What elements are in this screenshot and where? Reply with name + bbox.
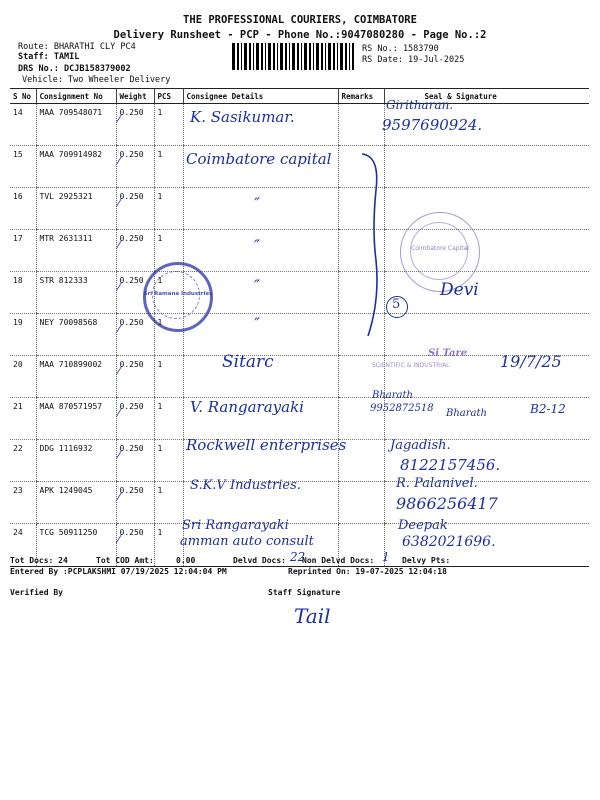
sheet-title: Delivery Runsheet - PCP - Phone No.:9047080280 - Page No.:2 <box>113 29 487 41</box>
delivery-points-label: Delvy Pts: <box>402 556 451 565</box>
row-pcs: 1 <box>154 188 183 230</box>
total-docs: Tot Docs: 24 <box>10 556 68 565</box>
hw-consignee-15: Coimbatore capital <box>186 150 332 168</box>
col-pcs: PCS <box>154 89 183 104</box>
row-consignment: MAA 709548071 <box>36 104 116 146</box>
barcode-bar <box>249 43 251 70</box>
col-consignee: Consignee Details <box>183 89 338 104</box>
barcode-bar <box>313 43 314 70</box>
tick-mark: ⁄ <box>118 448 121 462</box>
col-remarks: Remarks <box>338 89 384 104</box>
row-weight: 0.250 <box>116 356 154 398</box>
row-consignee <box>183 314 338 356</box>
hw-consignee-14: K. Sasikumar. <box>190 108 295 126</box>
row-sno: 20 <box>10 356 36 398</box>
row-pcs: 1 <box>154 482 183 524</box>
barcode-bar <box>352 43 354 70</box>
hw-devi: Devi <box>440 280 479 300</box>
hw-non-delivered-count: 1 <box>382 550 390 564</box>
row-consignment: NEY 70098568 <box>36 314 116 356</box>
row-weight: 0.250 <box>116 188 154 230</box>
route-field: Route: BHARATHI CLY PC4 <box>18 42 136 52</box>
col-sno: S No <box>10 89 36 104</box>
row-remarks <box>338 104 384 146</box>
barcode-bar <box>321 43 323 70</box>
tick-mark: ⁄ <box>118 322 121 336</box>
barcode-bar <box>328 43 331 70</box>
row-seal <box>384 146 589 188</box>
hw-seal-date-20: 19/7/25 <box>500 352 562 371</box>
row-sno: 16 <box>10 188 36 230</box>
hw-ditto-18: ″ <box>254 276 260 295</box>
hw-consignee-24-line1: Sri Rangarayaki <box>182 518 289 533</box>
row-weight: 0.250 <box>116 440 154 482</box>
barcode-bar <box>253 43 254 70</box>
drs-field: DRS No.: DCJB158379002 <box>18 64 131 74</box>
barcode-bar <box>301 43 302 70</box>
row-pcs: 1 <box>154 272 183 314</box>
barcode-bar <box>256 43 259 70</box>
barcode-bar <box>265 43 266 70</box>
row-consignment: APK 1249045 <box>36 482 116 524</box>
delivered-docs-label: Delvd Docs: <box>233 556 286 565</box>
sitare-stamp: Si Tare <box>428 348 468 359</box>
row-consignment: MAA 870571957 <box>36 398 116 440</box>
row-pcs: 1 <box>154 314 183 356</box>
hw-delivered-count: 22 <box>290 550 306 564</box>
hw-ditto-16: ″ <box>254 194 260 213</box>
tick-mark: ⁄ <box>118 238 121 252</box>
tick-mark: ⁄ <box>118 196 121 210</box>
row-consignment: MAA 709914982 <box>36 146 116 188</box>
col-consignment: Consignment No <box>36 89 116 104</box>
barcode-bar <box>268 43 271 70</box>
hw-seal-room-21: B2-12 <box>530 402 566 416</box>
staff-field: Staff: TAMIL <box>18 52 80 62</box>
circled-count-text: 5 <box>392 297 401 312</box>
hw-consignee-22: Rockwell enterprises <box>186 436 347 454</box>
table-header-row <box>10 89 589 104</box>
barcode-bar <box>325 43 326 70</box>
hw-ditto-19: ″ <box>254 314 260 333</box>
verified-by-label: Verified By <box>10 588 63 597</box>
barcode-bar <box>340 43 343 70</box>
sitare-stamp-sub: SCIENTIFIC & INDUSTRIAL <box>372 362 450 369</box>
hw-seal-sign-21: Bharath <box>446 408 487 419</box>
staff-signature-label: Staff Signature <box>268 588 341 597</box>
tick-mark: ⁄ <box>118 154 121 168</box>
hw-seal-name-24: Deepak <box>398 518 448 533</box>
hw-seal-name-23: R. Palanivel. <box>396 476 478 491</box>
row-sno: 24 <box>10 524 36 567</box>
row-sno: 23 <box>10 482 36 524</box>
entered-by: Entered By :PCPLAKSHMI 07/19/2025 12:04:04 PM <box>10 567 227 576</box>
row-consignment: TCG 50911250 <box>36 524 116 567</box>
tick-mark: ⁄ <box>118 112 121 126</box>
row-pcs: 1 <box>154 104 183 146</box>
row-pcs: 1 <box>154 146 183 188</box>
barcode-bar <box>244 43 247 70</box>
row-pcs: 1 <box>154 356 183 398</box>
row-weight: 0.250 <box>116 314 154 356</box>
hw-consignee-21: V. Rangarayaki <box>190 398 304 416</box>
row-weight: 0.250 <box>116 398 154 440</box>
barcode-bar <box>309 43 311 70</box>
total-cod-label: Tot COD Amt: <box>96 556 154 565</box>
tick-mark: ⁄ <box>118 490 121 504</box>
row-weight: 0.250 <box>116 482 154 524</box>
row-consignment: MTR 2631311 <box>36 230 116 272</box>
tick-mark: ⁄ <box>118 364 121 378</box>
barcode-bar <box>261 43 263 70</box>
table-row <box>10 188 589 230</box>
row-consignee <box>183 188 338 230</box>
row-pcs: 1 <box>154 398 183 440</box>
row-weight: 0.250 <box>116 272 154 314</box>
barcode-bar <box>285 43 287 70</box>
circled-count <box>386 296 408 318</box>
barcode-bar <box>304 43 307 70</box>
row-sno: 15 <box>10 146 36 188</box>
row-consignment: TVL 2925321 <box>36 188 116 230</box>
row-sno: 17 <box>10 230 36 272</box>
row-sno: 21 <box>10 398 36 440</box>
barcode-bar <box>289 43 290 70</box>
rs-date: RS Date: 19-Jul-2025 <box>362 55 465 65</box>
row-weight: 0.250 <box>116 524 154 567</box>
row-weight: 0.250 <box>116 146 154 188</box>
vehicle-field: Vehicle: Two Wheeler Delivery <box>22 75 171 85</box>
company-stamp-left <box>143 262 213 332</box>
hw-consignee-24-line2: amman auto consult <box>180 534 314 549</box>
row-sno: 14 <box>10 104 36 146</box>
hw-ditto-17: ″ <box>254 236 260 255</box>
hw-seal-name-22: Jagadish. <box>390 438 451 453</box>
hw-seal-phone-22: 8122157456. <box>400 456 501 474</box>
reprinted-on: Reprinted On: 19-07-2025 12:04:18 <box>288 567 447 576</box>
barcode-bar <box>273 43 275 70</box>
company-title: THE PROFESSIONAL COURIERS, COIMBATORE <box>183 14 417 26</box>
hw-consignee-23: S.K.V Industries. <box>190 478 301 493</box>
total-cod-value: 0.00 <box>176 556 196 565</box>
row-weight: 0.250 <box>116 230 154 272</box>
tick-mark: ⁄ <box>118 532 121 546</box>
row-pcs: 1 <box>154 230 183 272</box>
barcode-bar <box>241 43 242 70</box>
row-pcs: 1 <box>154 524 183 567</box>
row-consignee <box>183 230 338 272</box>
row-weight: 0.250 <box>116 104 154 146</box>
stamp-left-text: Sri Ramana Industries <box>143 291 213 297</box>
barcode-bar <box>292 43 295 70</box>
row-consignment: STR 812333 <box>36 272 116 314</box>
row-seal <box>384 314 589 356</box>
non-delivered-docs-label: Non Delvd Docs: <box>302 556 375 565</box>
stamp-right-text: Coimbatore Capital <box>411 245 469 252</box>
hw-seal-phone-24: 6382021696. <box>402 534 496 550</box>
col-weight: Weight <box>116 89 154 104</box>
barcode-bar <box>316 43 319 70</box>
barcode-bar <box>280 43 283 70</box>
hw-seal-phone-23: 9866256417 <box>396 494 498 513</box>
table-row <box>10 230 589 272</box>
row-sno: 22 <box>10 440 36 482</box>
barcode-bar <box>349 43 350 70</box>
barcode-bar <box>297 43 299 70</box>
row-pcs: 1 <box>154 440 183 482</box>
hw-seal-phone-21: 9952872518 <box>370 403 434 414</box>
hw-seal-phone-14: 9597690924. <box>382 116 483 134</box>
table-row <box>10 272 589 314</box>
barcode-bar <box>333 43 335 70</box>
rs-number: RS No.: 1583790 <box>362 44 439 54</box>
row-remarks <box>338 482 384 524</box>
row-consignment: MAA 710899002 <box>36 356 116 398</box>
barcode-bar <box>277 43 278 70</box>
hw-seal-name-14: Giritharan. <box>386 98 454 112</box>
tick-mark: ⁄ <box>118 280 121 294</box>
row-consignment: DDG 1116932 <box>36 440 116 482</box>
barcode-bar <box>237 43 239 70</box>
tick-mark: ⁄ <box>118 406 121 420</box>
barcode <box>232 43 354 70</box>
barcode-bar <box>345 43 347 70</box>
barcode-bar <box>337 43 338 70</box>
hw-seal-name-21: Bharath <box>372 390 413 401</box>
table-row <box>10 104 589 146</box>
staff-signature-scribble: Tail <box>294 604 331 628</box>
barcode-bar <box>232 43 235 70</box>
hw-consignee-20: Sitarc <box>222 352 274 372</box>
col-seal: Seal & Signature <box>384 89 589 104</box>
row-sno: 19 <box>10 314 36 356</box>
row-sno: 18 <box>10 272 36 314</box>
table-row <box>10 314 589 356</box>
